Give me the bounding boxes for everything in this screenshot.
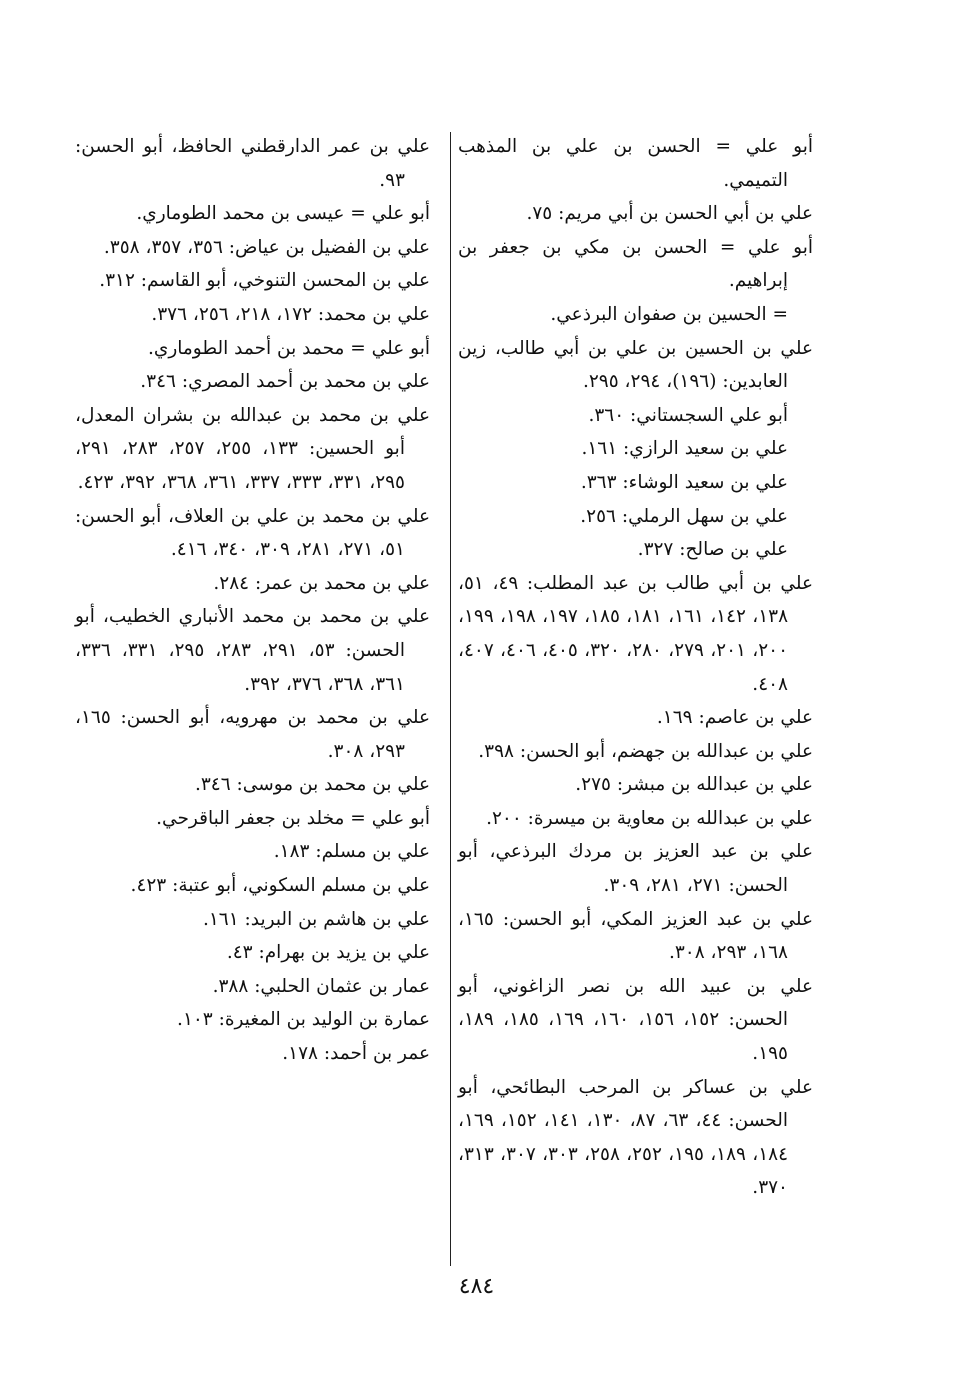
index-entry: علي بن عبدالله بن جهضم، أبو الحسن: ٣٩٨. [478, 740, 813, 762]
index-entry: أبو علي = الحسن بن علي بن المذهب التميمي. [458, 136, 813, 191]
index-column-left [75, 130, 430, 1071]
index-entry: علي بن عاصم: ١٦٩. [656, 707, 813, 729]
index-entry: علي بن عبيد الله بن نصر الزاغوني، أبو الحسن: ١٥٢، ١٥٦، ١٦٠، ١٦٩، ١٨٥، ١٨٩، ١٩٥. [458, 975, 813, 1065]
index-entry: أبو علي = الحسن بن مكي بن جعفر بن إبراهيم. [458, 236, 813, 292]
index-entry: علي بن الفضيل بن عياض: ٣٥٦، ٣٥٧، ٣٥٨. [103, 236, 430, 258]
index-entry: علي بن محمد بن علي بن العلاف، أبو الحسن: ٥١، ٢٧١، ٢٨١، ٣٠٩، ٣٤٠، ٤١٦. [75, 505, 430, 561]
index-column-right [458, 130, 813, 1205]
column-divider [450, 132, 451, 1266]
index-entry: علي بن عمر الدارقطني الحافظ، أبو الحسن: ٩٣. [75, 136, 430, 191]
page-number: ٤٨٤ [458, 1274, 495, 1299]
index-entry: علي بن يزيد بن بهرام: ٤٣. [226, 942, 430, 964]
index-entry: علي بن مسلم السكوني، أبو عتبة: ٤٢٣. [130, 875, 430, 897]
index-entry: علي بن الحسين بن علي بن أبي طالب، زين العابدين: (١٩٦)، ٢٩٤، ٢٩٥. [458, 337, 813, 393]
index-entry: علي بن مسلم: ١٨٣. [273, 841, 430, 863]
index-entry: علي بن سعيد الوشاء: ٣٦٣. [580, 471, 788, 493]
index-entry: علي بن هاشم بن البريد: ١٦١. [202, 908, 430, 930]
index-entry: علي بن عبدالله بن مبشر: ٢٧٥. [575, 774, 813, 796]
index-entry: علي بن عساكر بن المرحب البطائحي، أبو الحسن: ٤٤، ٦٣، ٨٧، ١٣٠، ١٤١، ١٥٢، ١٦٩، ١٨٤، ١٨٩، ١٩٥، ٢٥٢، ٢٥٨، ٣٠٣، ٣٠٧، ٣١٣، ٣٧٠. [458, 1076, 813, 1199]
index-entry: علي بن سهل الرملي: ٢٥٦. [580, 505, 788, 527]
index-entry: علي بن صالح: ٣٢٧. [637, 539, 788, 561]
index-entry: علي بن سعيد الرازي: ١٦١. [581, 438, 788, 460]
index-entry: علي بن محمد بن محمد الأنباري الخطيب، أبو الحسن: ٥٣، ٢٩١، ٢٨٣، ٢٩٥، ٣٣١، ٣٣٦، ٣٦١، ٣٦٨، ٣٧٦، ٣٩٢. [75, 606, 430, 695]
index-entry: علي بن عبد العزيز بن مردك البرذعي، أبو الحسن: ٢٧١، ٢٨١، ٣٠٩. [458, 841, 813, 897]
index-entry: أبو علي = مخلد بن جعفر الباقرحي. [156, 807, 430, 829]
index-entry: علي بن عبدالله بن معاوية بن ميسرة: ٢٠٠. [486, 807, 813, 829]
index-entry: علي بن محمد بن عمر: ٢٨٤. [213, 572, 430, 594]
index-entry: علي بن محمد بن عبدالله بن بشران المعدل، أبو الحسين: ١٣٣، ٢٥٥، ٢٥٧، ٢٨٣، ٢٩١، ٢٩٥، ٣٣١، ٣٣٣، ٣٣٧، ٣٦١، ٣٦٨، ٣٩٢، ٤٢٣. [75, 404, 430, 493]
index-entry: علي بن أبي الحسن بن أبي مريم: ٧٥. [526, 203, 813, 225]
index-entry: عمارة بن الوليد بن المغيرة: ١٠٣. [177, 1009, 430, 1031]
index-entry: علي بن محمد بن مهرويه، أبو الحسن: ١٦٥، ٢٩٣، ٣٠٨. [75, 707, 430, 762]
index-entry: = الحسين بن صفوان البرذعي. [550, 303, 788, 325]
index-entry: أبو علي السجستاني: ٣٦٠. [588, 404, 788, 426]
index-entry: علي بن عبد العزيز المكي، أبو الحسن: ١٦٥، ١٦٨، ٢٩٣، ٣٠٨. [458, 908, 813, 964]
index-entry: أبو علي = محمد بن أحمد الطوماري. [147, 337, 430, 359]
index-entry: علي بن المحسن التنوخي، أبو القاسم: ٣١٢. [99, 270, 430, 292]
index-entry: علي بن محمد بن موسى: ٣٤٦. [194, 774, 430, 796]
index-entry: عمر بن أحمد: ١٧٨. [282, 1043, 430, 1065]
index-entry: عمار بن عثمان الحلبي: ٣٨٨. [212, 975, 430, 997]
index-entry: أبو علي = عيسى بن محمد الطوماري. [136, 203, 430, 225]
index-entry: علي بن محمد: ١٧٢، ٢١٨، ٢٥٦، ٣٧٦. [151, 303, 430, 325]
index-entry: علي بن أبي طالب بن عبد المطلب: ٤٩، ٥١، ١٣٨، ١٤٢، ١٦١، ١٨١، ١٨٥، ١٩٧، ١٩٨، ١٩٩، ٢٠٠، ٢٠١، ٢٧٩، ٢٨٠، ٣٢٠، ٤٠٥، ٤٠٦، ٤٠٧، ٤٠٨. [458, 572, 813, 695]
index-entry: علي بن محمد بن أحمد المصري: ٣٤٦. [140, 371, 430, 393]
